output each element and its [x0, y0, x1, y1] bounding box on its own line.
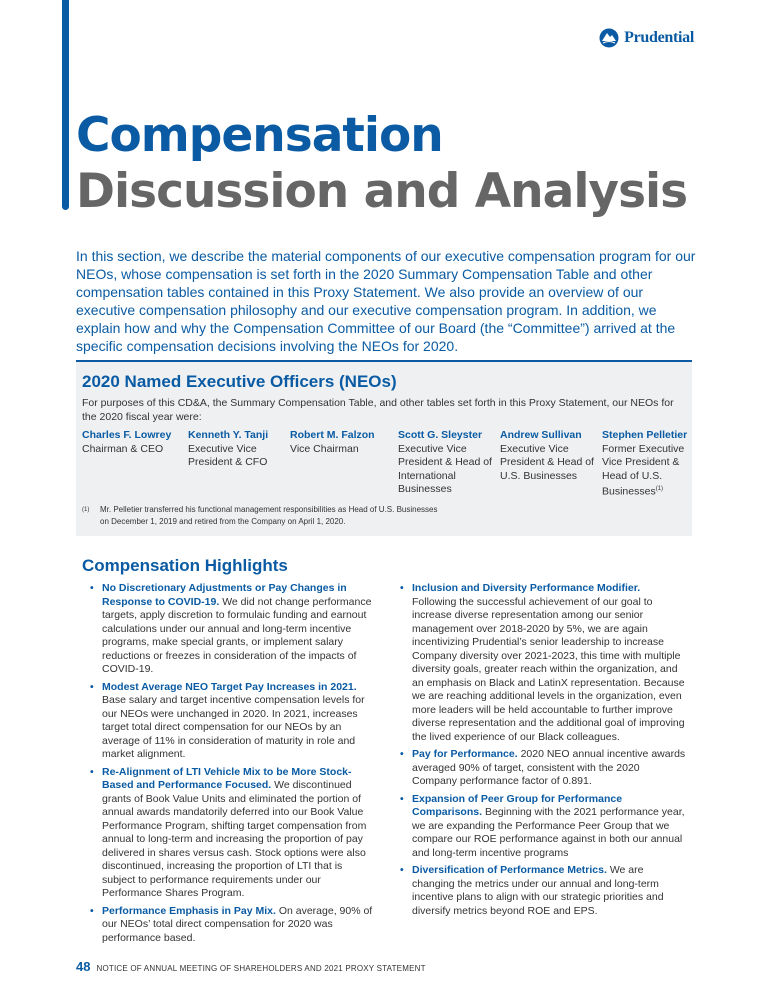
- highlight-text: On average, 90% of our NEOs’ total direct compensation for 2020 was performance based.: [102, 904, 373, 944]
- rock-logo-icon: [599, 28, 619, 48]
- neo-name: Stephen Pelletier: [602, 429, 688, 441]
- footer-text: NOTICE OF ANNUAL MEETING OF SHAREHOLDERS AND 2021 PROXY STATEMENT: [96, 964, 426, 973]
- neo-role: Vice Chairman: [290, 442, 359, 455]
- intro-paragraph: In this section, we describe the material components of our executive compensation program for our NEOs, whose compensation is set forth in the 2020 Summary Compensation Table and other compensation tables contained in this Proxy Statement. We also provide an overview of our executive compensation philosophy and our executive compensation program. In addition, we explain how and why the Compensation Committee of our Board (the “Committee”) arrived at the specific compensation decisions involving the NEOs for 2020.: [76, 248, 696, 354]
- highlight-text: Beginning with the 2021 performance year, we are expanding the Performance Peer Group that we compare our ROE performance against in both our annual and long-term incentive programs: [412, 806, 685, 859]
- footnote-text: Mr. Pelletier transferred his functional management responsibilities as Head of U.S. Businesses on December 1, 2019 and retired from the Company on April 1, 2020.: [100, 505, 438, 526]
- highlight-item: [398, 793, 686, 861]
- neo-role: Chairman & CEO: [82, 442, 164, 455]
- highlight-item: [88, 905, 376, 946]
- neo-section-title: 2020 Named Executive Officers (NEOs): [82, 372, 397, 391]
- neo-name: Scott G. Sleyster: [398, 429, 483, 441]
- neo-role-text: Former Executive Vice President & Head of U.S. Businesses: [602, 442, 685, 498]
- neo-role: Executive Vice President & Head of International Businesses: [398, 442, 492, 495]
- neo-officer: [500, 429, 596, 483]
- highlight-heading: Diversification of Performance Metrics.: [412, 864, 607, 876]
- highlight-heading: Re-Alignment of LTI Vehicle Mix to be More Stock-Based and Performance Focused.: [102, 765, 352, 791]
- neo-role: Executive Vice President & CFO: [188, 442, 268, 468]
- neo-role: Executive Vice President & Head of U.S. Businesses: [500, 442, 594, 482]
- highlight-item: [88, 582, 376, 677]
- neo-name: Charles F. Lowrey: [82, 429, 172, 441]
- highlight-heading: No Discretionary Adjustments or Pay Changes in Response to COVID-19.: [102, 582, 347, 608]
- highlight-heading: Modest Average NEO Target Pay Increases in 2021.: [102, 680, 357, 693]
- prudential-logo: [599, 28, 694, 48]
- highlight-heading: Expansion of Peer Group for Performance Comparisons.: [412, 792, 623, 818]
- highlight-item: [398, 748, 686, 789]
- neo-name: Kenneth Y. Tanji: [188, 429, 269, 441]
- neo-officer: [602, 429, 694, 499]
- footnote-mark: (1): [82, 507, 90, 513]
- neo-officer: [398, 429, 493, 497]
- page-title: [76, 108, 687, 220]
- neo-officer: [290, 429, 390, 456]
- highlight-text: Following the successful achievement of our goal to increase diverse representation among our senior management over 2018-2020 by 5%, we are again incentivizing Prudential’s senior leadership to increase Company diversity over 2021-2023, this time with multiple diversity goals, greater reach within the organization, and an emphasis on Black and LatinX representation. Because we are reaching additional levels in the organization, even more leaders will be held accountable to further improve diverse representation and the additional goal of improving the lived experience of our Black colleagues.: [412, 595, 685, 743]
- highlight-item: [398, 582, 686, 744]
- highlight-item: [398, 864, 686, 918]
- page-footer: [76, 959, 426, 974]
- page-number: 48: [76, 959, 91, 974]
- neo-name: Andrew Sullivan: [500, 429, 582, 441]
- neo-role: [602, 443, 694, 500]
- neo-section: [76, 360, 692, 536]
- highlights-title: Compensation Highlights: [82, 556, 288, 575]
- title-line-1: Compensation: [76, 108, 443, 163]
- highlight-heading: Performance Emphasis in Pay Mix.: [102, 904, 276, 917]
- highlight-heading: Pay for Performance.: [412, 748, 518, 760]
- highlight-text: We discontinued grants of Book Value Units and eliminated the portion of annual awards mandatorily deferred into our Book Value Performance Program, shifting target compensation from annual to long-term and increasing the proportion of pay delivered in shares versus cash. Stock options were also discontinued, increasing the proportion of LTI that is subject to performance requirements under our Performance Shares Program.: [102, 779, 367, 899]
- highlight-item: [88, 766, 376, 901]
- highlight-text: 2020 NEO annual incentive awards averaged 90% of target, consistent with the 2020 Company performance factor of 0.891.: [412, 748, 686, 787]
- accent-bar: [62, 0, 69, 210]
- neo-footnote: [82, 504, 440, 528]
- highlight-item: [88, 681, 376, 762]
- highlights-right-column: [398, 582, 686, 922]
- footnote-ref: (1): [655, 486, 664, 492]
- neo-name: Robert M. Falzon: [290, 429, 375, 441]
- highlights-left-column: [88, 582, 376, 949]
- highlight-text: We did not change performance targets, apply discretion to formulaic funding and earnout calculations under our annual and long-term incentive programs, make special grants, or implement salary reductions or freezes in consideration of the impacts of COVID-19.: [102, 595, 372, 675]
- neo-officer: [188, 429, 280, 470]
- neo-description: For purposes of this CD&A, the Summary Compensation Table, and other tables set forth in this Proxy Statement, our NEOs for the 2020 fiscal year were:: [82, 397, 674, 423]
- highlight-text: We are changing the metrics under our annual and long-term incentive plans to align with our strategic priorities and diversify metrics beyond ROE and EPS.: [412, 864, 664, 917]
- highlight-heading: Inclusion and Diversity Performance Modifier.: [412, 582, 641, 594]
- highlight-text: Base salary and target incentive compensation levels for our NEOs were unchanged in 2020. In 2021, increases target total direct compensation for our NEOs by an average of 11% in consideration of maturity in role and market alignment.: [102, 694, 365, 760]
- neo-officer: [82, 429, 182, 456]
- logo-text: Prudential: [624, 29, 694, 46]
- title-line-2: Discussion and Analysis: [76, 164, 688, 219]
